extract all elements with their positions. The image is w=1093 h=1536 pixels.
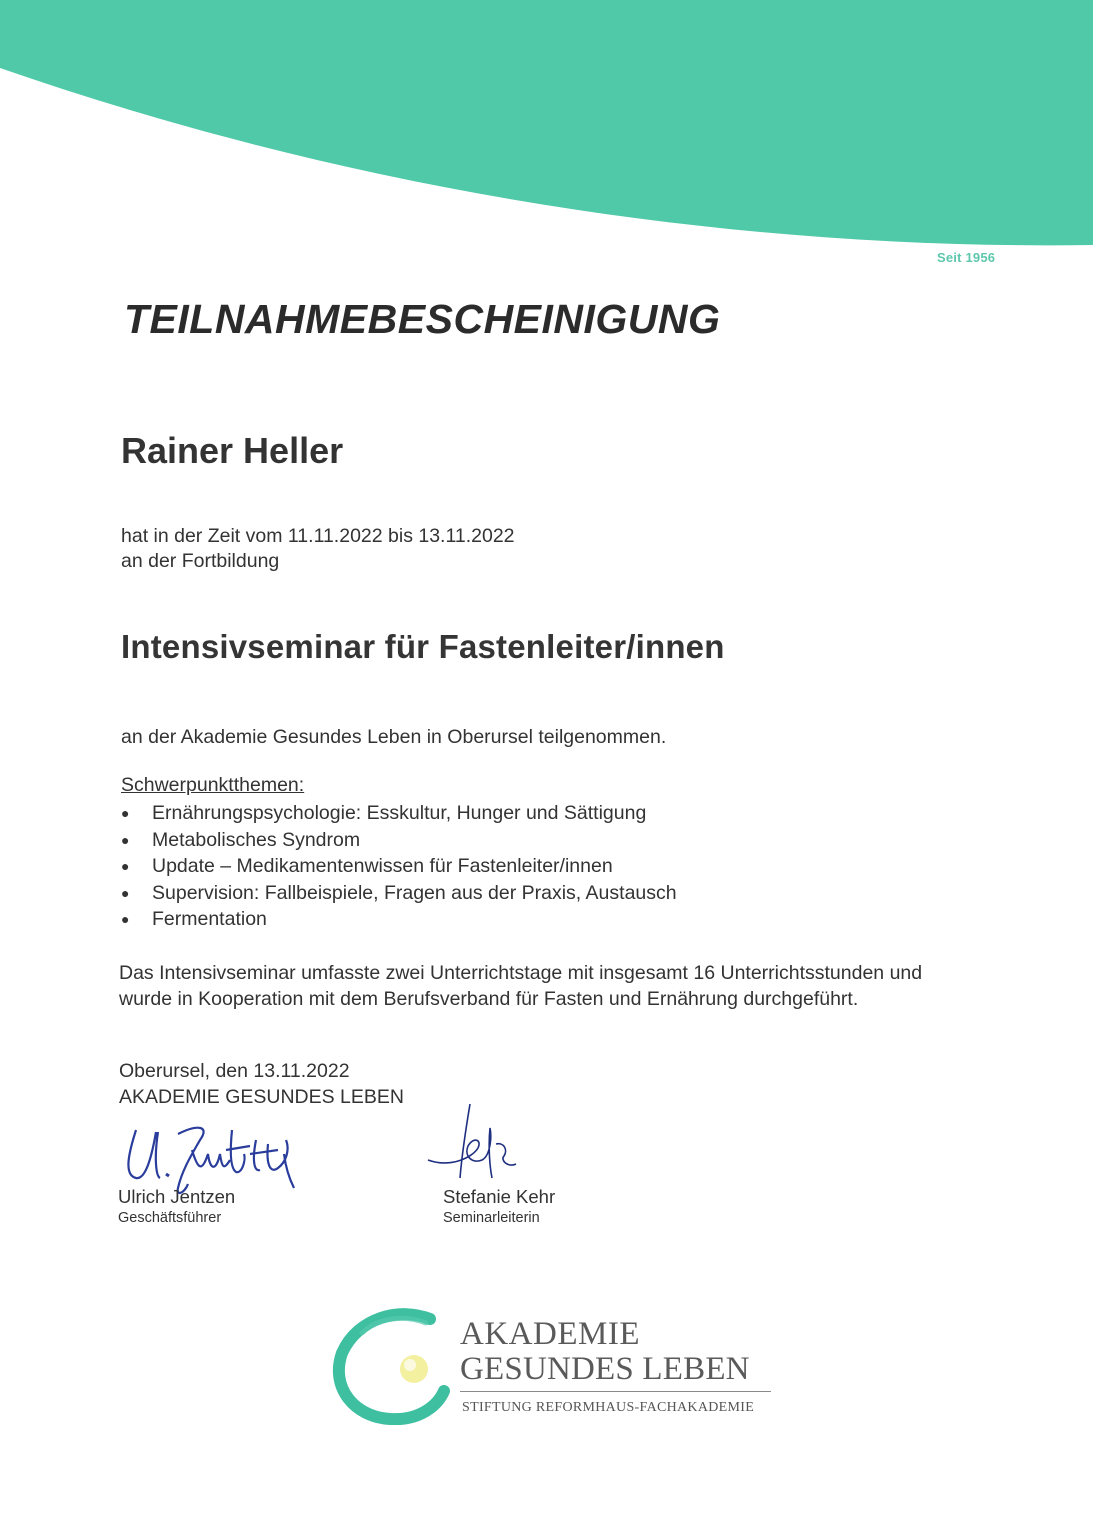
- bullet-icon: ●: [121, 911, 130, 927]
- topics-list: [121, 800, 677, 933]
- certificate-title: TEILNAHMEBESCHEINIGUNG: [124, 296, 721, 342]
- participant-name: Rainer Heller: [121, 430, 344, 471]
- since-label: Seit 1956: [937, 250, 996, 265]
- signatory-name: Stefanie Kehr: [443, 1186, 556, 1207]
- list-item: ● Ernährungspsychologie: Esskultur, Hunger und Sättigung: [121, 800, 677, 827]
- bullet-icon: ●: [121, 805, 130, 821]
- period-line: hat in der Zeit vom 11.11.2022 bis 13.11.2022: [121, 525, 515, 547]
- bullet-icon: ●: [121, 831, 130, 848]
- bullet-icon: ●: [121, 884, 130, 901]
- list-item: ● Fermentation: [121, 906, 677, 933]
- list-item: ● Metabolisches Syndrom: [121, 827, 677, 854]
- header-wave-band: [0, 0, 1093, 260]
- logo-line-2: GESUNDES LEBEN: [460, 1351, 750, 1387]
- signatory-1: [118, 1186, 235, 1226]
- logo-tagline: STIFTUNG REFORMHAUS-FACHAKADEMIE: [462, 1400, 755, 1415]
- list-item: ● Update – Medikamentenwissen für Fastenleiter/innen: [121, 853, 677, 880]
- event-line: an der Fortbildung: [121, 550, 280, 572]
- signatory-2: [443, 1186, 555, 1226]
- location-line: an der Akademie Gesundes Leben in Oberursel teilgenommen.: [121, 726, 667, 748]
- topics-heading: Schwerpunktthemen:: [121, 774, 305, 796]
- signatory-role: Seminarleiterin: [443, 1210, 540, 1226]
- closing-paragraph: Das Intensivseminar umfasste zwei Unterrichtstage mit insgesamt 16 Unterrichtsstunden und wurde in Kooperation mit dem Berufsverband für Fasten und Ernährung durchgeführt.: [119, 962, 923, 1010]
- place-date: Oberursel, den 13.11.2022: [119, 1060, 350, 1082]
- signatory-role: Geschäftsführer: [118, 1210, 222, 1226]
- place-date-block: [119, 1058, 404, 1110]
- bullet-icon: ●: [121, 858, 130, 874]
- logo-divider: [460, 1391, 771, 1392]
- logo-line-1: AKADEMIE: [460, 1316, 640, 1352]
- organization-name: AKADEMIE GESUNDES LEBEN: [119, 1086, 404, 1108]
- signature-kehr: [420, 1098, 530, 1193]
- list-item: ● Supervision: Fallbeispiele, Fragen aus der Praxis, Austausch: [121, 880, 677, 907]
- seminar-title: Intensivseminar für Fastenleiter/innen: [121, 628, 725, 665]
- signatory-name: Ulrich Jentzen: [118, 1186, 236, 1207]
